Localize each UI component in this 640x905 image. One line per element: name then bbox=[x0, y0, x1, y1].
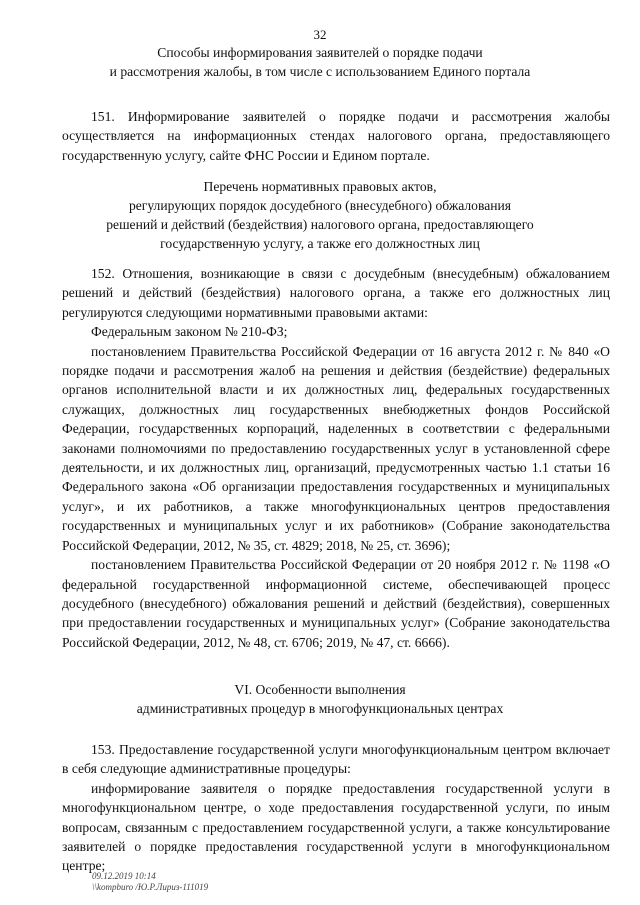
heading-line: Способы информирования заявителей о порядке подачи bbox=[157, 45, 483, 60]
paragraph-153-intro: 153. Предоставление государственной услуги многофункциональным центром включает в себя следующие административные процедуры: bbox=[62, 742, 610, 777]
paragraph-152-law-210: Федеральным законом № 210-ФЗ; bbox=[91, 324, 288, 340]
paragraph-153-block bbox=[62, 740, 610, 876]
heading-line: решений и действий (бездействия) налогового органа, предоставляющего bbox=[106, 217, 534, 232]
section-heading-mfc bbox=[40, 680, 600, 718]
paragraph-152-block bbox=[62, 264, 610, 652]
heading-line: VI. Особенности выполнения bbox=[234, 682, 406, 697]
heading-line: Перечень нормативных правовых актов, bbox=[203, 179, 437, 194]
section-heading-complaint-info bbox=[40, 43, 600, 81]
paragraph-152-decree-840: постановлением Правительства Российской Федерации от 16 августа 2012 г. № 840 «О порядке подачи и рассмотрения жалоб на решения и действия (бездействие) федеральных органов исполнительной власти и их должностных лиц, федеральных государственных служащих, должностных лиц государственных внебюджетных фондов Российской Федерации, государственных корпораций, наделенных в соответствии с федеральными законами полномочиями по предоставлению государственных услуг в установленной сфере деятельности, и их должностных лиц, организаций, предусмотренных частью 1.1 статьи 16 Федерального закона «Об организации предоставления государственных и муниципальных услуг», и их работников, а также многофункциональных центров предоставления государственных и муниципальных услуг и их работников» (Собрание законодательства Российской Федерации, 2012, № 35, ст. 4829; 2018, № 25, ст. 3696); bbox=[62, 343, 610, 553]
section-heading-legal-acts bbox=[40, 177, 600, 253]
footer-filepath: \\kompburo /Ю.Р.Лириз-111019 bbox=[92, 882, 209, 892]
heading-line: и рассмотрения жалобы, в том числе с использованием Единого портала bbox=[109, 64, 531, 79]
print-footer bbox=[92, 871, 208, 893]
footer-timestamp: 09.12.2019 10:14 bbox=[92, 871, 156, 881]
page-number: 32 bbox=[313, 27, 327, 42]
heading-line: административных процедур в многофункциональных центрах bbox=[136, 701, 504, 716]
paragraph-152-intro: 152. Отношения, возникающие в связи с досудебным (внесудебным) обжалованием решений и действий (бездействия) налогового органа, а также его должностных лиц регулируются следующими нормативными правовыми актами: bbox=[62, 266, 610, 320]
paragraph-151 bbox=[62, 107, 610, 165]
heading-line: государственную услугу, а также его должностных лиц bbox=[160, 236, 480, 251]
heading-line: регулирующих порядок досудебного (внесудебного) обжалования bbox=[128, 198, 512, 213]
paragraph-text: 151. Информирование заявителей о порядке подачи и рассмотрения жалобы осуществляется на информационных стендах налогового органа, предоставляющего государственную услугу, сайте ФНС России и Едином портале. bbox=[62, 109, 610, 163]
paragraph-152-decree-1198: постановлением Правительства Российской Федерации от 20 ноября 2012 г. № 1198 «О федеральной государственной информационной системе, обеспечивающей процесс досудебного (внесудебного) обжалования решений и действий (бездействия), совершенных при предоставлении государственных и муниципальных услуг» (Собрание законодательства Российской Федерации, 2012, № 48, ст. 6706; 2019, № 47, ст. 6666). bbox=[62, 557, 610, 650]
paragraph-153-informing: информирование заявителя о порядке предоставления государственной услуги в многофункциональном центре, о ходе предоставления государственной услуги, по иным вопросам, связанным с предоставлением государственной услуги, а также консультирование заявителей о порядке предоставления государственной услуги в многофункциональном центре; bbox=[62, 780, 610, 874]
